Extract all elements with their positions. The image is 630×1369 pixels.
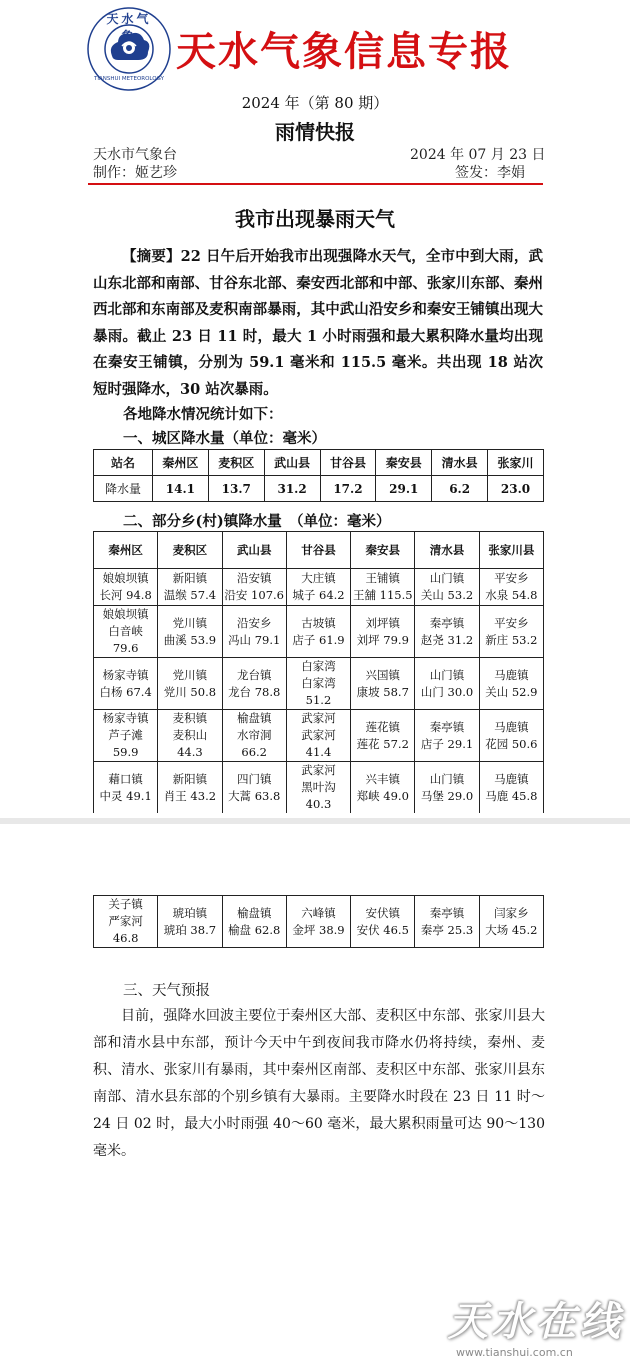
town-name: 沿安乡 (236, 615, 272, 630)
station-rainfall: 中灵 49.1 (99, 788, 152, 803)
town-name: 刘坪镇 (365, 615, 401, 630)
table-cell (158, 896, 222, 948)
town-name: 秦亭镇 (429, 719, 465, 734)
table-header-cell: 麦积区 (208, 450, 264, 476)
table-cell: 23.0 (488, 476, 544, 502)
table-cell (94, 569, 158, 606)
table-header-cell: 秦州区 (94, 532, 158, 569)
table-cell (351, 896, 415, 948)
table-cell (94, 762, 158, 814)
table-cell (222, 606, 286, 658)
town-name: 兴国镇 (365, 667, 401, 682)
table-cell (415, 569, 479, 606)
town-name: 马鹿镇 (494, 771, 529, 786)
issuer: 天水市气象台 (93, 147, 177, 163)
table-cell (286, 569, 350, 606)
station-rainfall: 白音峡 79.6 (108, 624, 143, 655)
table-cell (286, 762, 350, 814)
table-cell (94, 710, 158, 762)
table-cell (94, 896, 158, 948)
meteorology-logo (86, 6, 172, 92)
town-name: 藉口镇 (108, 771, 143, 786)
town-name: 马鹿镇 (494, 667, 529, 682)
logo-arc-text: 天水气象 (106, 12, 152, 43)
table-header-cell: 张家川 (488, 450, 544, 476)
town-name: 秦亭镇 (429, 905, 465, 920)
station-rainfall: 冯山 79.1 (228, 632, 281, 647)
table-cell (479, 710, 543, 762)
town-name: 王铺镇 (365, 571, 401, 585)
table-cell (158, 658, 222, 710)
table-cell: 29.1 (376, 476, 432, 502)
town-name: 党川镇 (172, 667, 208, 682)
town-name: 秦亭镇 (429, 615, 465, 630)
table-cell (415, 762, 479, 814)
table-cell (479, 606, 543, 658)
table-cell: 14.1 (153, 476, 209, 502)
station-rainfall: 大场 45.2 (485, 922, 538, 937)
station-rainfall: 赵尧 31.2 (420, 632, 474, 647)
report-header (0, 0, 630, 190)
report-type: 雨情快报 (275, 120, 355, 144)
table-cell: 31.2 (264, 476, 320, 502)
station-rainfall: 金坪 38.9 (292, 922, 345, 937)
table-header-row (94, 450, 544, 476)
station-rainfall: 白杨 67.4 (99, 684, 152, 699)
section-town-heading: 二、部分乡(村)镇降水量 （单位：毫米） (123, 513, 391, 530)
town-name: 沿安镇 (236, 571, 272, 585)
station-rainfall: 沿安 107.6 (224, 588, 284, 602)
station-rainfall: 王舖 115.5 (352, 588, 413, 602)
table-header-cell: 清水县 (432, 450, 488, 476)
station-rainfall: 安伏 46.5 (356, 922, 409, 937)
table-cell (222, 710, 286, 762)
table-cell: 13.7 (208, 476, 264, 502)
table-cell (222, 658, 286, 710)
table-row (94, 710, 544, 762)
town-name: 麦积镇 (172, 711, 208, 725)
station-rainfall: 水帘洞 66.2 (236, 728, 272, 759)
table-cell (286, 606, 350, 658)
table-cell (415, 658, 479, 710)
table-cell (415, 710, 479, 762)
town-name: 四门镇 (236, 771, 272, 786)
table-cell (158, 710, 222, 762)
town-name: 榆盘镇 (236, 711, 272, 725)
table-header-cell: 武山县 (222, 532, 286, 569)
town-rainfall-table (93, 531, 544, 814)
table-cell (94, 658, 158, 710)
issue-date: 2024 年 07 月 23 日 (410, 147, 546, 163)
table-row (94, 569, 544, 606)
station-rainfall: 关山 53.2 (420, 588, 474, 602)
forecast-paragraph: 目前，强降水回波主要位于秦州区大部、麦积区中东部、张家川县大部和清水县中东部，预计今天中午到夜间我市降水仍将持续，秦州、麦积、清水、张家川有暴雨，其中秦州区南部、麦积区中东部、张家川县东南部、清水县东部的个别乡镇有大暴雨。主要降水时段在 23 日 11 时～24 日 02 时，最大小时雨强 40～60 毫米，最大累积雨量可达 90～130 毫米。 (93, 1008, 545, 1159)
city-rainfall-table (93, 449, 544, 502)
table-cell (286, 658, 350, 710)
town-name: 六峰镇 (301, 905, 336, 920)
station-rainfall: 店子 29.1 (420, 736, 474, 751)
table-row (94, 658, 544, 710)
town-name: 新阳镇 (172, 771, 208, 786)
issue-number: 2024 年（第 80 期） (241, 94, 389, 112)
stats-intro: 各地降水情况统计如下： (123, 406, 283, 423)
town-name: 古坡镇 (301, 615, 336, 630)
station-rainfall: 曲溪 53.9 (163, 632, 217, 647)
table-cell (415, 896, 479, 948)
station-rainfall: 白家湾 51.2 (301, 676, 336, 707)
town-name: 新阳镇 (172, 571, 208, 585)
station-rainfall: 水泉 54.8 (485, 588, 538, 602)
station-rainfall: 麦积山 44.3 (172, 728, 208, 759)
table-cell (351, 710, 415, 762)
masthead-title: 天水气象信息专报 (176, 29, 512, 75)
table-cell (222, 762, 286, 814)
town-name: 榆盘镇 (236, 905, 272, 920)
town-name: 娘娘坝镇 (102, 607, 149, 621)
station-rainfall: 肖王 43.2 (163, 788, 217, 803)
station-rainfall: 长河 94.8 (99, 588, 152, 602)
station-rainfall: 黑叶沟 40.3 (301, 780, 336, 811)
station-rainfall: 康坡 58.7 (356, 684, 409, 699)
town-rainfall-table-continued (93, 895, 544, 948)
table-header-cell: 甘谷县 (286, 532, 350, 569)
town-name: 琥珀镇 (172, 905, 208, 920)
site-watermark (448, 1290, 623, 1365)
summary-paragraph: 【摘要】22 日午后开始我市出现强降水天气，全市中到大雨，武山东北部和南部、甘谷东北部、秦安西北部和中部、张家川东部、秦州西北部和东南部及麦积南部暴雨，其中武山沿安乡和秦安王铺镇出现大暴雨。截止 23 日 11 时，最大 1 小时雨强和最大累积降水量均出现在秦安王铺镇，分别为 59.1 毫米和 115.5 毫米。共出现 18 站次短时强降水，30 站次暴雨。 (93, 248, 543, 398)
table-header-cell: 秦州区 (153, 450, 209, 476)
signer: 签发：李娟 (455, 165, 525, 181)
town-name: 马鹿镇 (494, 719, 529, 734)
table-cell (351, 762, 415, 814)
town-name: 平安乡 (494, 615, 529, 630)
station-rainfall: 芦子滩 59.9 (108, 728, 143, 759)
table-cell (158, 569, 222, 606)
table-cell (158, 606, 222, 658)
town-name: 平安乡 (494, 571, 529, 585)
section-forecast-heading: 三、天气预报 (123, 983, 210, 999)
station-rainfall: 严家河 46.8 (108, 914, 143, 945)
table-cell (222, 569, 286, 606)
table-cell (222, 896, 286, 948)
station-rainfall: 城子 64.2 (292, 588, 345, 602)
section-city-heading: 一、城区降水量（单位：毫米） (123, 430, 326, 447)
station-rainfall: 刘坪 79.9 (356, 632, 409, 647)
table-cell: 降水量 (94, 476, 153, 502)
station-rainfall: 党川 50.8 (163, 684, 217, 699)
station-rainfall: 琥珀 38.7 (163, 922, 217, 937)
table-header-cell: 张家川县 (479, 532, 543, 569)
maker: 制作：姬艺珍 (93, 165, 177, 181)
town-name: 大庄镇 (301, 571, 336, 585)
table-cell (351, 606, 415, 658)
table-cell (479, 658, 543, 710)
station-rainfall: 马堡 29.0 (420, 788, 474, 803)
table-cell (351, 658, 415, 710)
station-rainfall: 关山 52.9 (485, 684, 538, 699)
table-header-cell: 清水县 (415, 532, 479, 569)
station-rainfall: 温缑 57.4 (163, 588, 217, 602)
table-cell (479, 762, 543, 814)
town-name: 安伏镇 (365, 905, 401, 920)
town-name: 山门镇 (429, 771, 465, 786)
town-name: 兴丰镇 (365, 771, 401, 786)
page-break-bar (0, 818, 630, 824)
header-divider (88, 183, 543, 185)
table-cell (479, 896, 543, 948)
table-header-row (94, 532, 544, 569)
table-header-cell: 武山县 (264, 450, 320, 476)
station-rainfall: 莲花 57.2 (356, 736, 409, 751)
table-cell: 17.2 (320, 476, 376, 502)
town-name: 娘娘坝镇 (102, 571, 149, 585)
table-header-cell: 秦安县 (376, 450, 432, 476)
logo-sub-text: TIANSHUI METEOROLOGY (94, 76, 164, 82)
town-name: 关子镇 (108, 897, 143, 911)
station-rainfall: 龙台 78.8 (228, 684, 281, 699)
station-rainfall: 榆盘 62.8 (228, 922, 281, 937)
table-cell (158, 762, 222, 814)
station-rainfall: 武家河 41.4 (301, 728, 336, 759)
station-rainfall: 马鹿 45.8 (485, 788, 538, 803)
table-cell (286, 710, 350, 762)
table-row (94, 896, 544, 948)
station-rainfall: 大蒿 63.8 (228, 788, 281, 803)
table-cell (415, 606, 479, 658)
town-name: 莲花镇 (365, 719, 401, 734)
town-name: 山门镇 (429, 571, 465, 585)
town-name: 武家河 (301, 711, 336, 725)
table-header-cell: 站名 (94, 450, 153, 476)
watermark-text: 天水在线 (448, 1299, 624, 1345)
watermark-url: www.tianshui.com.cn (456, 1346, 573, 1359)
table-header-cell: 甘谷县 (320, 450, 376, 476)
table-cell (94, 606, 158, 658)
table-cell: 6.2 (432, 476, 488, 502)
station-rainfall: 新庄 53.2 (485, 632, 538, 647)
article-title: 我市出现暴雨天气 (235, 207, 395, 231)
table-row (94, 476, 544, 502)
table-row (94, 762, 544, 814)
table-header-cell: 麦积区 (158, 532, 222, 569)
table-cell (479, 569, 543, 606)
station-rainfall: 花园 50.6 (485, 736, 538, 751)
table-header-cell: 秦安县 (351, 532, 415, 569)
station-rainfall: 郑峡 49.0 (356, 788, 409, 803)
station-rainfall: 秦亭 25.3 (420, 922, 474, 937)
town-name: 武家河 (301, 763, 336, 777)
table-row (94, 606, 544, 658)
town-name: 杨家寺镇 (102, 711, 149, 725)
town-name: 杨家寺镇 (102, 667, 149, 682)
station-rainfall: 山门 30.0 (420, 684, 474, 699)
town-name: 山门镇 (429, 667, 465, 682)
table-cell (351, 569, 415, 606)
town-name: 白家湾 (301, 659, 336, 673)
table-cell (286, 896, 350, 948)
town-name: 闫家乡 (494, 905, 529, 920)
town-name: 党川镇 (172, 615, 208, 630)
town-name: 龙台镇 (236, 667, 272, 682)
station-rainfall: 店子 61.9 (292, 632, 345, 647)
